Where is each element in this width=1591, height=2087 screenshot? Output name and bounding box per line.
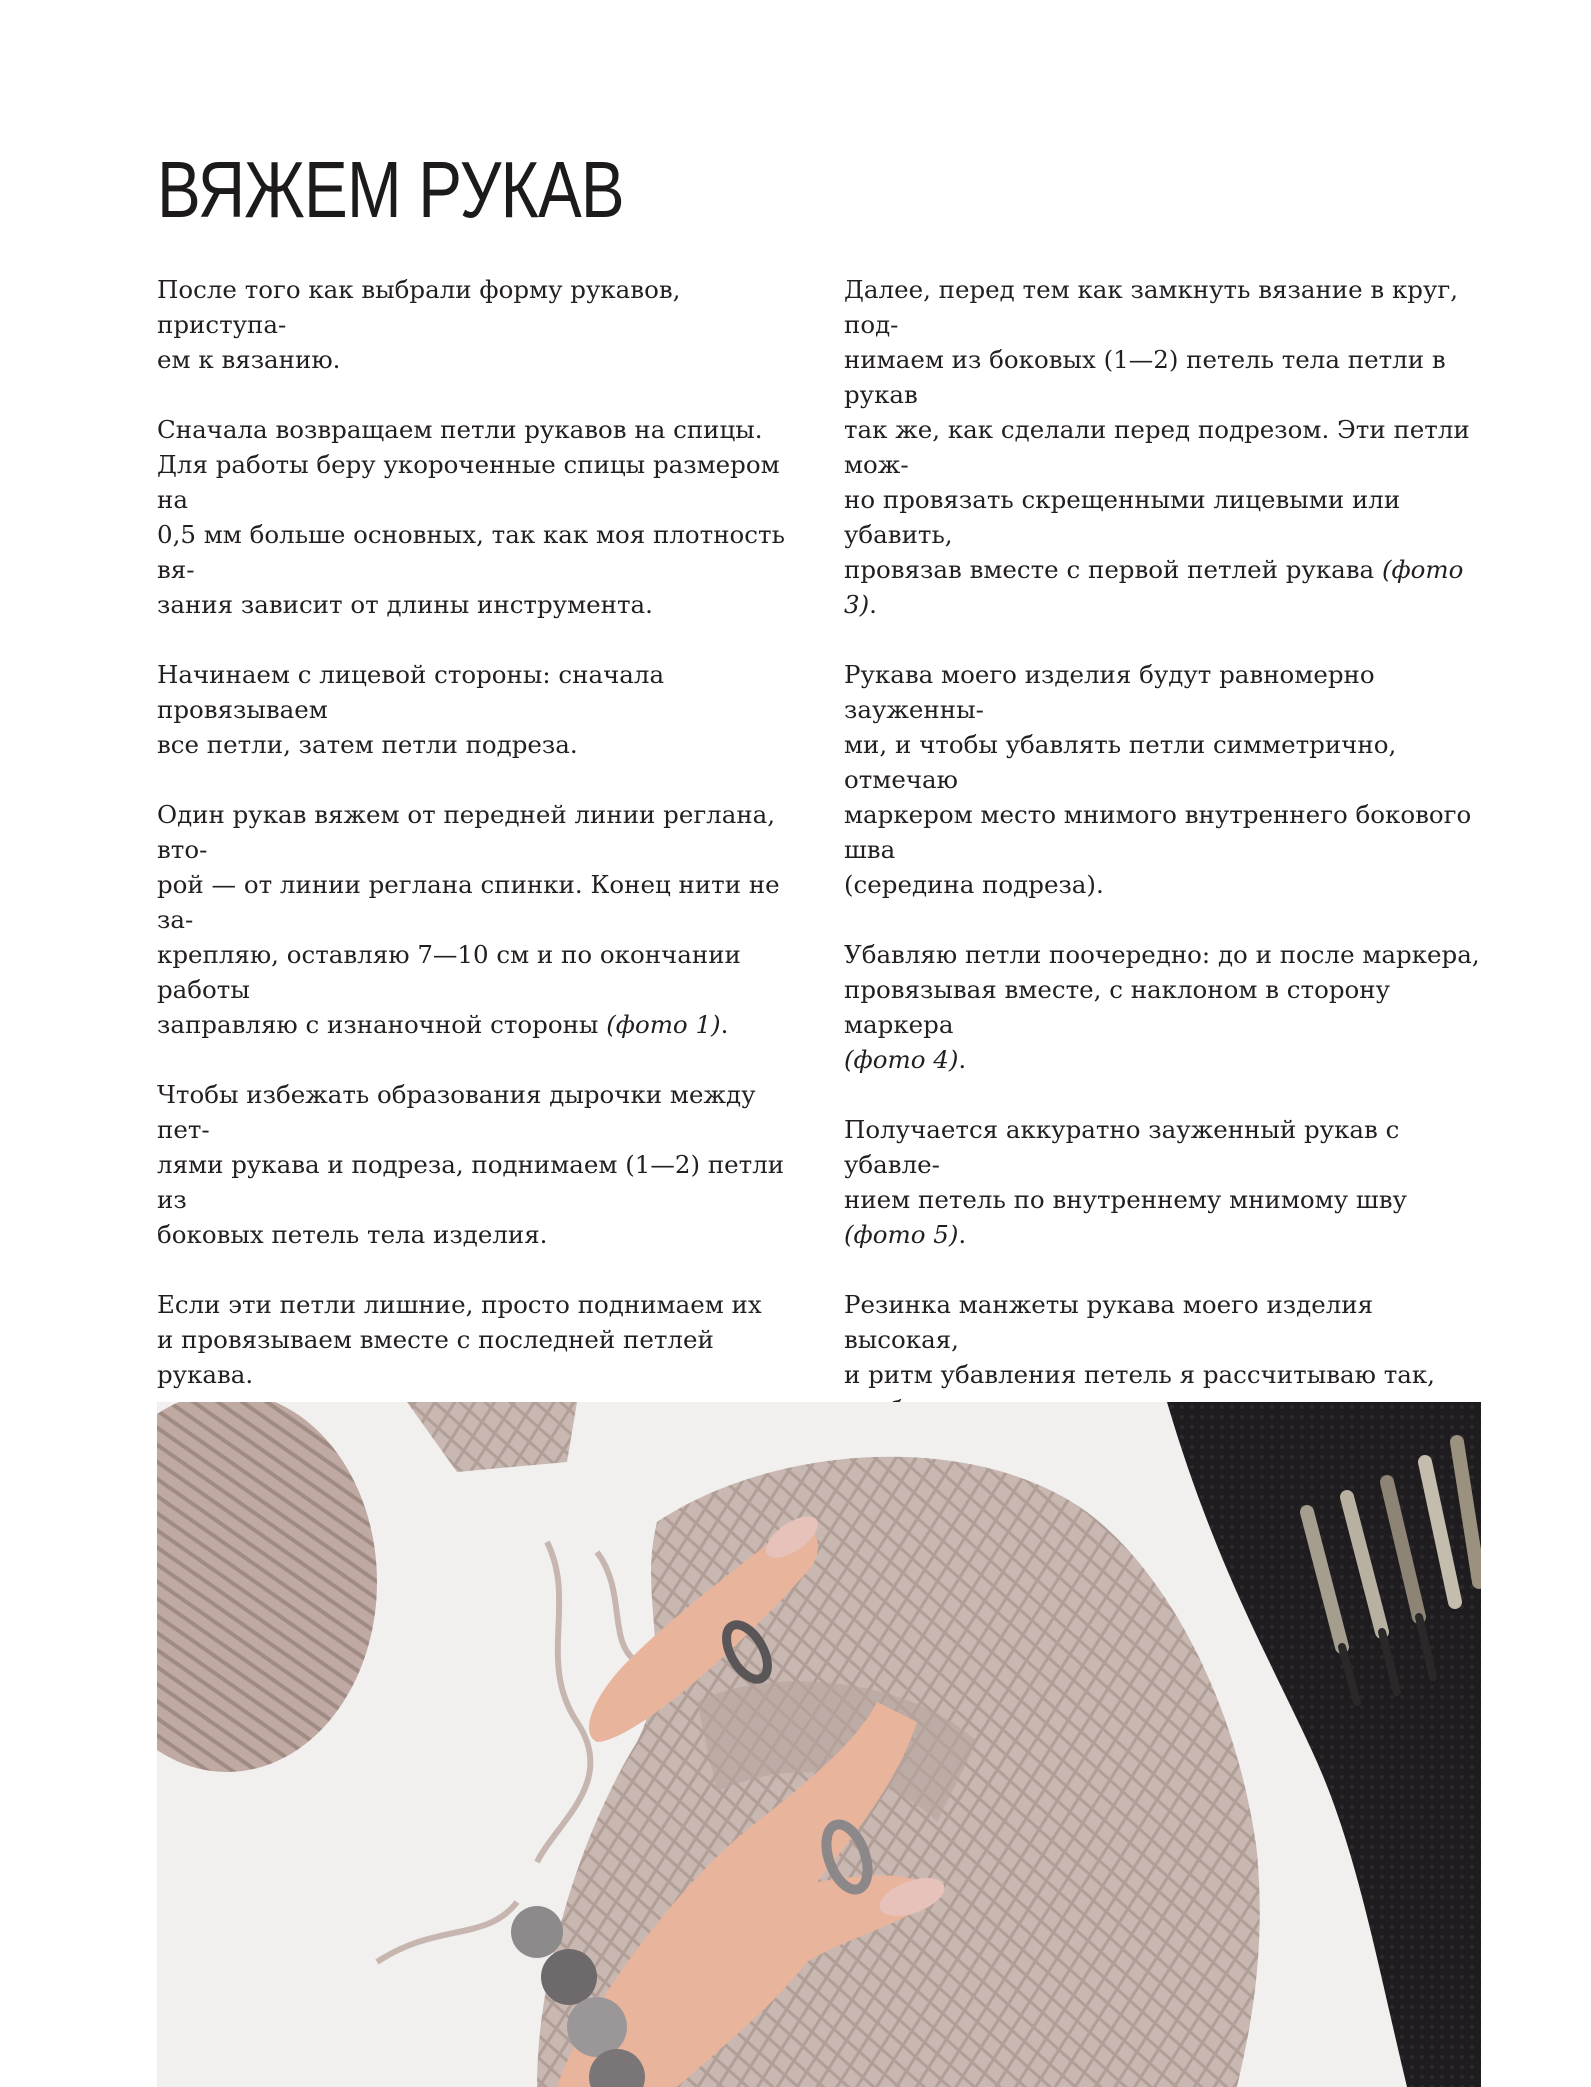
paragraph-end: .: [720, 1010, 729, 1039]
paragraph: [157, 412, 797, 622]
paragraph-end: .: [869, 590, 877, 619]
paragraph-text: Сначала возвращаем петли рукавов на спицы. Для работы беру укороченные спицы размером на 0,5 мм больше основных, так как моя плотность вя- зания зависит от длины инструмента.: [157, 415, 785, 619]
paragraph: [844, 272, 1484, 622]
paragraph: [157, 657, 797, 762]
photo-illustration: [157, 1402, 1481, 2087]
paragraph-text: После того как выбрали форму рукавов, приступа- ем к вязанию.: [157, 275, 681, 374]
paragraph: [844, 937, 1484, 1077]
paragraph-text: Начинаем с лицевой стороны: сначала провязываем все петли, затем петли подреза.: [157, 660, 665, 759]
paragraph-end: .: [958, 1220, 967, 1249]
paragraph-text: Один рукав вяжем от передней линии реглана, вто- рой — от линии реглана спинки. Конец нити не за- крепляю, оставляю 7—10 см и по окончании работы заправляю с изнаночной стороны: [157, 800, 780, 1039]
photo-reference: (фото 3): [844, 555, 1464, 619]
paragraph: [157, 1077, 797, 1252]
paragraph: [844, 657, 1484, 902]
paragraph-text: Чтобы избежать образования дырочки между пет- лями рукава и подреза, поднимаем (1—2) петли из боковых петель тела изделия.: [157, 1080, 785, 1249]
paragraph-text: Если эти петли лишние, просто поднимаем их и провязываем вместе с последней петлей рукава.: [157, 1290, 762, 1389]
page-title: ВЯЖЕМ РУКАВ: [157, 145, 624, 234]
paragraph-end: .: [958, 1045, 967, 1074]
photo-reference: (фото 5): [844, 1220, 959, 1249]
paragraph-text: Убавляю петли поочередно: до и после маркера, провязывая вместе, с наклоном в сторону маркера: [844, 940, 1480, 1039]
paragraph-text: Далее, перед тем как замкнуть вязание в круг, под- нимаем из боковых (1—2) петель тела петли в рукав так же, как сделали перед подрезом. Эти петли мож- но провязать скрещенными лицевыми или убавить, провязав вместе с первой петлей рукава: [844, 275, 1470, 584]
knitting-sleeve-photo: [157, 1402, 1481, 2087]
paragraph: [157, 797, 797, 1042]
photo-reference: (фото 4): [844, 1045, 959, 1074]
paragraph-text: Резинка манжеты рукава моего изделия высокая, и ритм убавления петель я рассчитываю так,: [844, 1290, 1435, 1389]
paragraph: [157, 1287, 797, 1392]
paragraph: [844, 1112, 1484, 1252]
paragraph: [157, 272, 797, 377]
photo-reference: (фото 1): [606, 1010, 721, 1039]
paragraph-text: Рукава моего изделия будут равномерно зауженны- ми, и чтобы убавлять петли симметрично, отмечаю маркером место мнимого внутреннего бокового шва (середина подреза).: [844, 660, 1472, 899]
paragraph-text: Получается аккуратно зауженный рукав с убавле- нием петель по внутреннему мнимому шву: [844, 1115, 1407, 1214]
